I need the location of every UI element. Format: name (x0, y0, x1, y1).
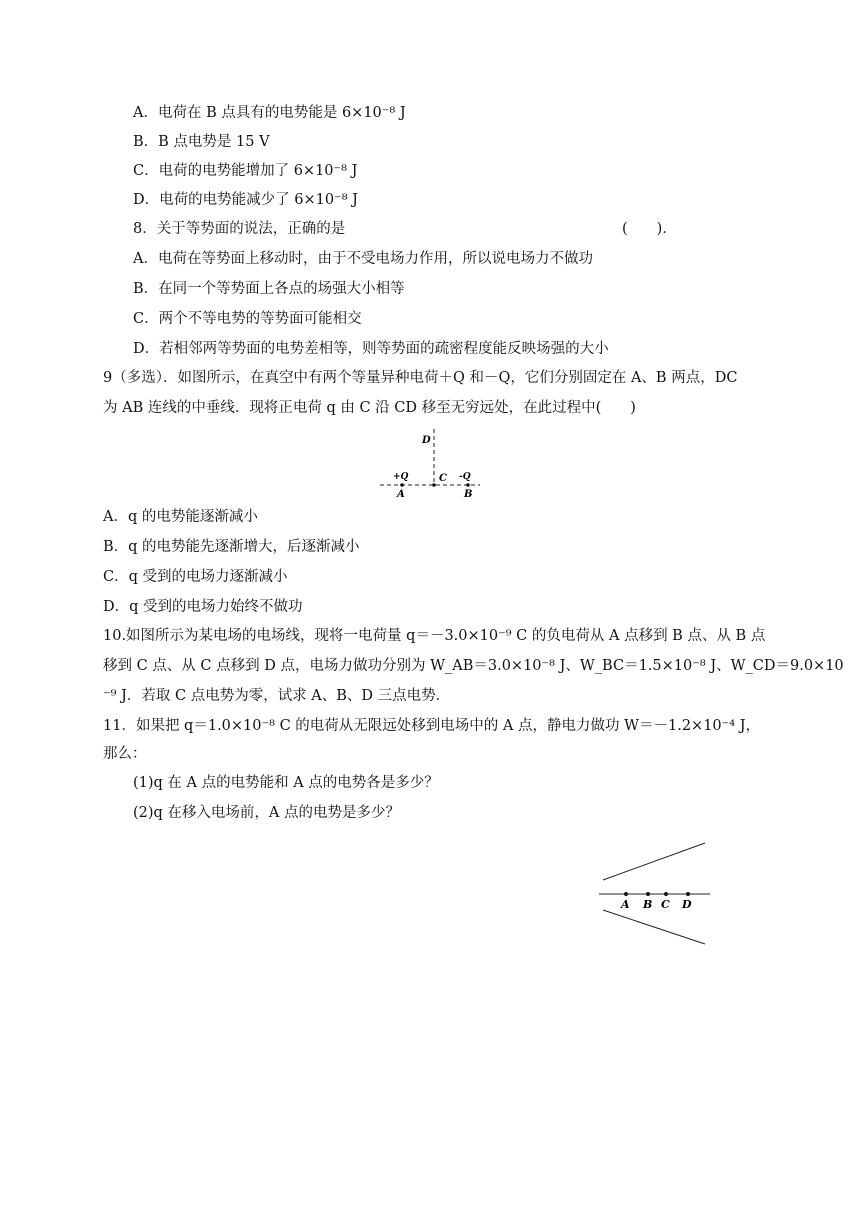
q9-label-c: C (439, 473, 447, 484)
field-point-a (624, 892, 628, 896)
q8-option-d: D．若相邻两等势面的电势差相等，则等势面的疏密程度能反映场强的大小 (133, 341, 609, 357)
q9-stem-line2: 为 AB 连线的中垂线．现将正电荷 q 由 C 沿 CD 移至无穷远处，在此过程中( ) (103, 400, 636, 416)
q7-option-d: D．电荷的电势能减少了 6×10⁻⁸ J (133, 192, 358, 208)
q9-stem-line1: 9（多选）．如图所示，在真空中有两个等量异种电荷＋Q 和－Q，它们分别固定在 A、B 两点，DC (103, 370, 738, 386)
field-label-a: A (621, 898, 630, 911)
q8-option-c: C．两个不等电势的等势面可能相交 (133, 311, 362, 327)
q9-label-b: B (464, 489, 473, 500)
q10-line1: 10.如图所示为某电场的电场线，现将一电荷量 q＝－3.0×10⁻⁹ C 的负电荷从 A 点移到 B 点、从 B 点 (103, 628, 766, 644)
q8-answer-paren: ( )． (622, 221, 677, 237)
q7-option-c: C．电荷的电势能增加了 6×10⁻⁸ J (133, 163, 358, 179)
field-line-bottom (603, 910, 705, 944)
field-line-top (603, 843, 705, 880)
q11-line2: 那么： (103, 746, 147, 762)
q8-option-b: B．在同一个等势面上各点的场强大小相等 (133, 281, 405, 297)
q9-label-minus-q: -Q (459, 472, 471, 482)
field-line-figure (595, 838, 715, 948)
field-label-c: C (661, 898, 670, 911)
q9-label-plus-q: +Q (393, 472, 409, 482)
q9-point-a (400, 483, 404, 487)
q7-option-a: A．电荷在 B 点具有的电势能是 6×10⁻⁸ J (133, 105, 406, 121)
q9-option-d: D．q 受到的电场力始终不做功 (103, 599, 303, 615)
field-point-b (646, 892, 650, 896)
q9-figure (375, 425, 485, 500)
q10-line3: ⁻⁹ J．若取 C 点电势为零，试求 A、B、D 三点电势． (103, 688, 451, 704)
field-label-b: B (643, 898, 653, 911)
q11-sub1: (1)q 在 A 点的电势能和 A 点的电势各是多少？ (133, 775, 439, 791)
field-point-d (686, 892, 690, 896)
q10-line2: 移到 C 点、从 C 点移到 D 点，电场力做功分别为 W_AB＝3.0×10⁻⁸ J、W_BC＝1.5×10⁻⁸ J、W_CD＝9.0×10 (103, 658, 844, 674)
q9-option-b: B．q 的电势能先逐渐增大，后逐渐减小 (103, 539, 360, 555)
field-point-c (664, 892, 668, 896)
q9-label-d: D (422, 435, 431, 446)
q11-line1: 11．如果把 q＝1.0×10⁻⁸ C 的电荷从无限远处移到电场中的 A 点，静电力做功 W＝－1.2×10⁻⁴ J， (103, 718, 761, 734)
q11-sub2: (2)q 在移入电场前，A 点的电势是多少？ (133, 805, 401, 821)
q7-option-b: B．B 点电势是 15 V (133, 134, 270, 150)
q9-point-b (466, 483, 470, 487)
q9-point-c (432, 483, 436, 487)
q9-option-a: A．q 的电势能逐渐减小 (103, 509, 258, 525)
q9-option-c: C．q 受到的电场力逐渐减小 (103, 569, 288, 585)
field-label-d: D (682, 898, 692, 911)
q8-option-a: A．电荷在等势面上移动时，由于不受电场力作用，所以说电场力不做功 (133, 251, 593, 267)
q9-label-a: A (397, 489, 405, 500)
q8-stem: 8．关于等势面的说法，正确的是 (133, 221, 346, 237)
